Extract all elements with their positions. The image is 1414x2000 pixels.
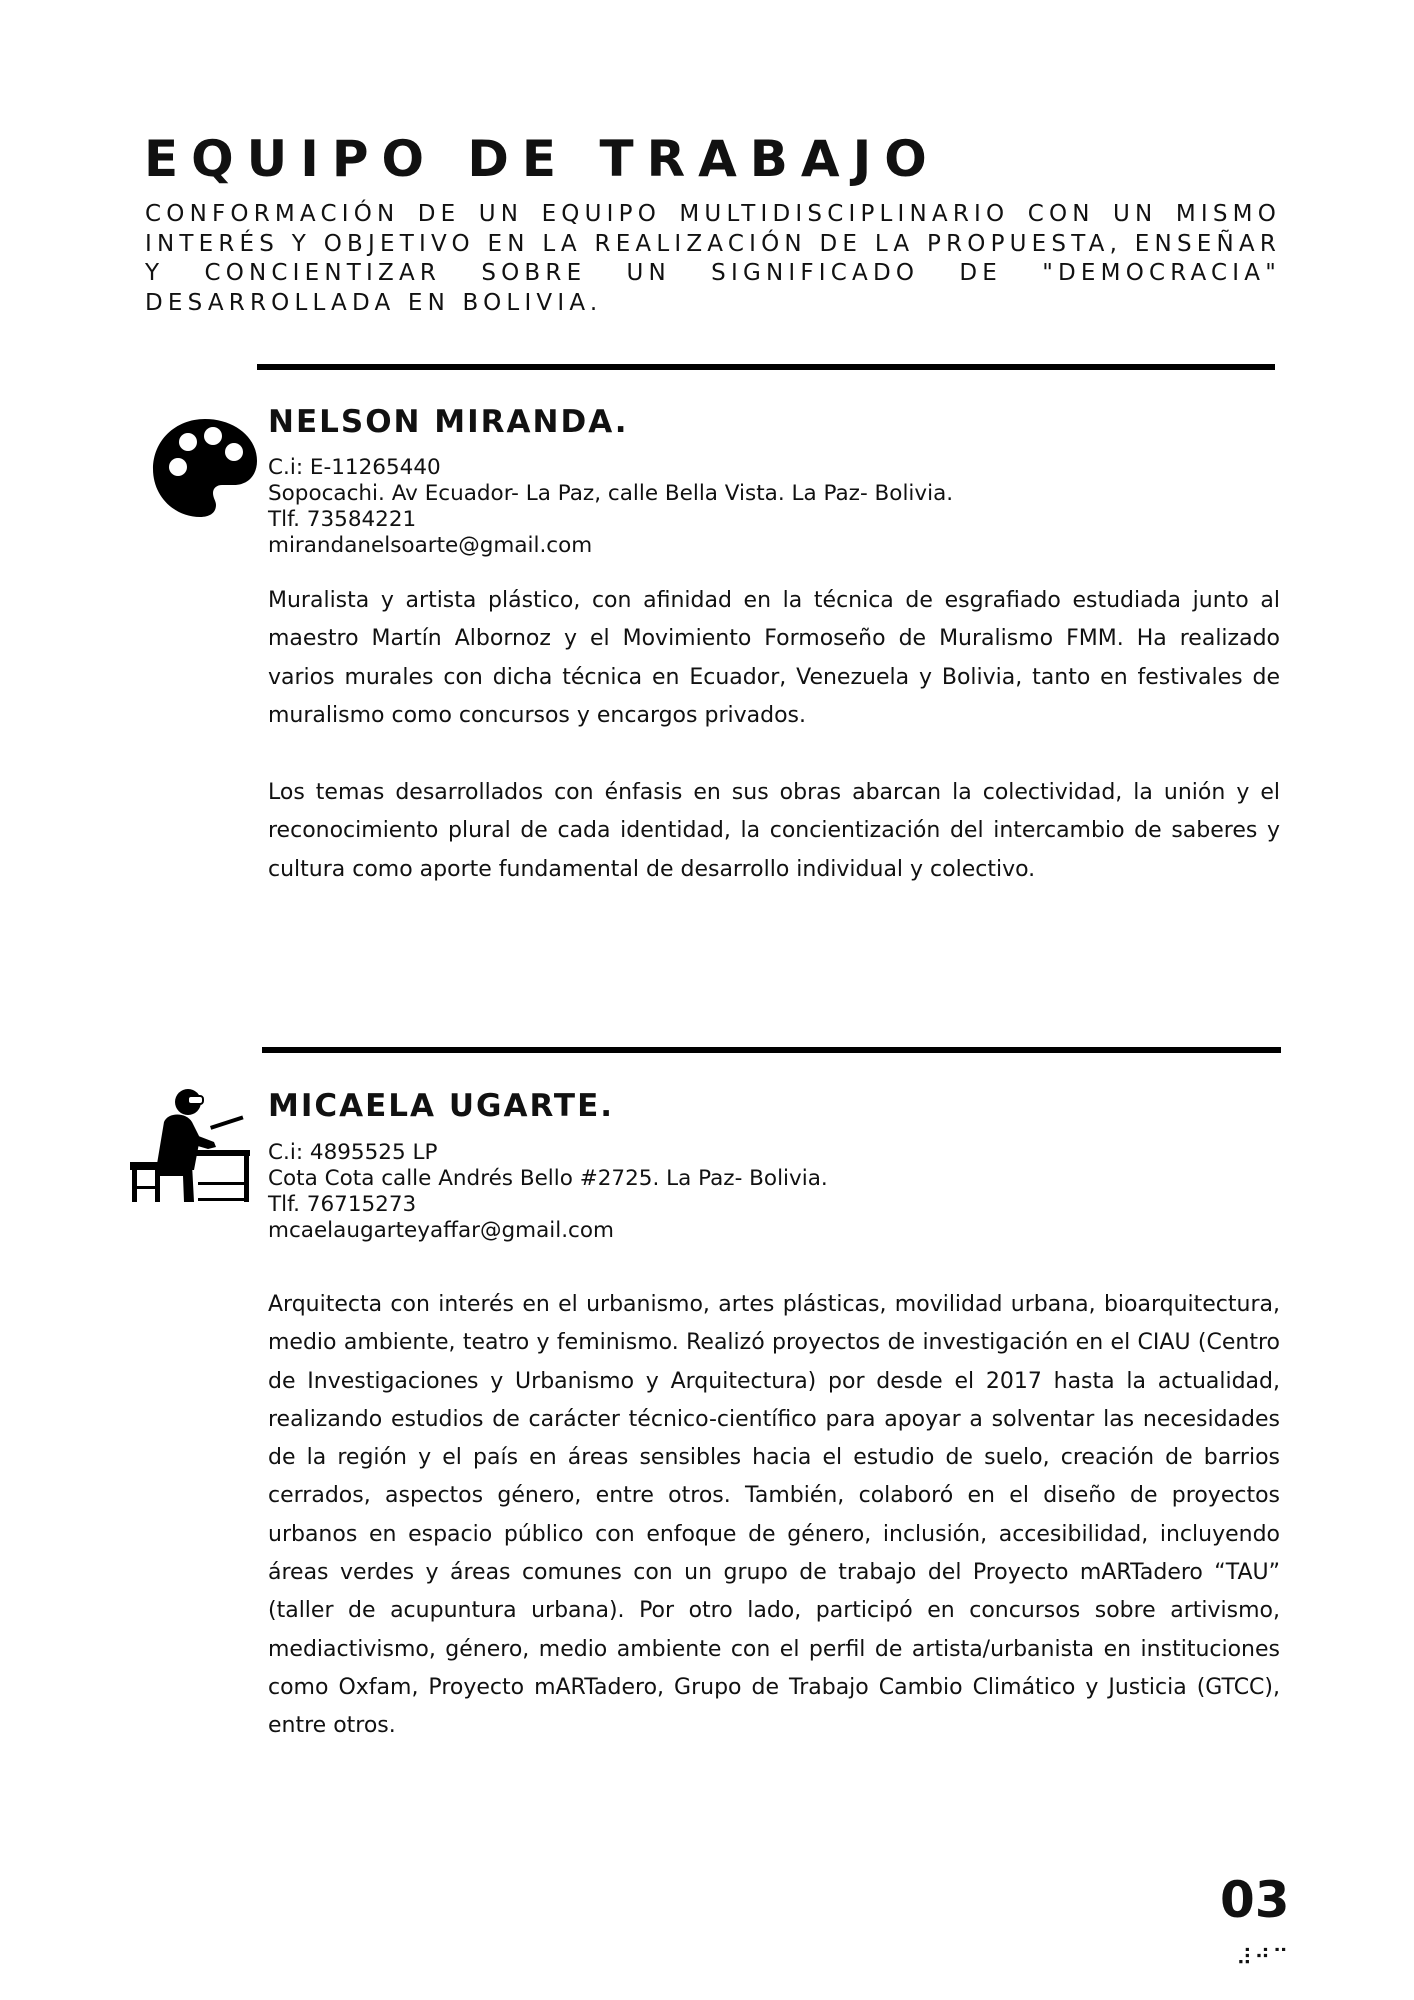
id-number: C.i: E-11265440 <box>268 455 441 480</box>
intro-paragraph: CONFORMACIÓN DE UN EQUIPO MULTIDISCIPLINARIO CON UN MISMO INTERÉS Y OBJETIVO EN LA REALIZACIÓN DE LA PROPUESTA, ENSEÑAR Y CONCIENTIZAR SOBRE UN SIGNIFICADO DE "DEMOCRACIA" DESARROLLADA EN BOLIVIA. <box>145 201 1281 316</box>
phone-number: Tlf. 73584221 <box>268 507 417 532</box>
address: Sopocachi. Av Ecuador- La Paz, calle Bella Vista. La Paz- Bolivia. <box>268 481 954 506</box>
email-address: mcaelaugarteyaffar@gmail.com <box>268 1218 614 1243</box>
member-name: NELSON MIRANDA. <box>268 404 629 440</box>
bio-paragraph: Los temas desarrollados con énfasis en sus obras abarcan la colectividad, la unión y el reconocimiento plural de cada identidad, la concientización del intercambio de saberes y cultura como aporte fundamental de desarrollo individual y colectivo. <box>268 780 1280 882</box>
contact-info <box>268 455 953 559</box>
page-title: EQUIPO DE TRABAJO <box>144 130 940 188</box>
contact-info <box>268 1140 828 1244</box>
phone-number: Tlf. 76715273 <box>268 1192 417 1217</box>
member-name: MICAELA UGARTE. <box>268 1088 615 1124</box>
section-divider <box>262 1047 1281 1053</box>
page-number: 03 <box>1220 1871 1290 1929</box>
braille-page-number: ⠼⠚⠉ <box>1236 1946 1291 1971</box>
section-divider <box>257 364 1275 370</box>
palette-icon <box>150 415 260 521</box>
email-address: mirandanelsoarte@gmail.com <box>268 533 593 558</box>
architect-at-desk-icon <box>128 1086 252 1204</box>
bio-paragraph: Muralista y artista plástico, con afinidad en la técnica de esgrafiado estudiada junto al maestro Martín Albornoz y el Movimiento Formoseño de Muralismo FMM. Ha realizado varios murales con dicha técnica en Ecuador, Venezuela y Bolivia, tanto en festivales de muralismo como concursos y encargos privados. <box>268 588 1280 728</box>
address: Cota Cota calle Andrés Bello #2725. La Paz- Bolivia. <box>268 1166 828 1191</box>
id-number: C.i: 4895525 LP <box>268 1140 438 1165</box>
bio-paragraph: Arquitecta con interés en el urbanismo, artes plásticas, movilidad urbana, bioarquitectura, medio ambiente, teatro y feminismo. Realizó proyectos de investigación en el CIAU (Centro de Investigaciones y Urbanismo y Arquitectura) por desde el 2017 hasta la actualidad, realizando estudios de carácter técnico-científico para apoyar a solventar las necesidades de la región y el país en áreas sensibles hacia el estudio de suelo, creación de barrios cerrados, aspectos género, entre otros. También, colaboró en el diseño de proyectos urbanos en espacio público con enfoque de género, inclusión, accesibilidad, incluyendo áreas verdes y áreas comunes con un grupo de trabajo del Proyecto mARTadero “TAU” (taller de acupuntura urbana). Por otro lado, participó en concursos sobre artivismo, mediactivismo, género, medio ambiente con el perfil de artista/urbanista en instituciones como Oxfam, Proyecto mARTadero, Grupo de Trabajo Cambio Climático y Justicia (GTCC), entre otros. <box>268 1292 1280 1739</box>
